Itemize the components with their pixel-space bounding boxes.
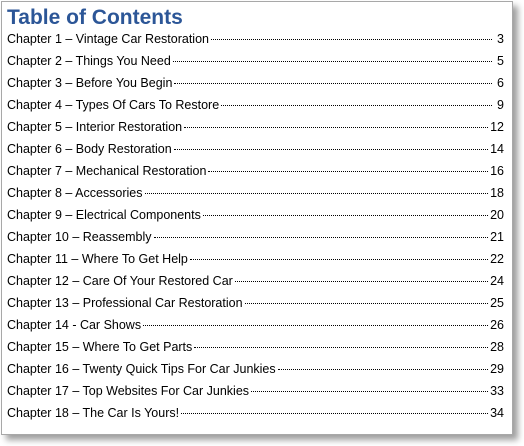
toc-entry-label: Chapter 18 – The Car Is Yours!	[7, 406, 180, 420]
toc-entry-label: Chapter 10 – Reassembly	[7, 230, 152, 244]
toc-entry-label: Chapter 7 – Mechanical Restoration	[7, 164, 207, 178]
toc-entry	[7, 362, 504, 384]
toc-entry-label: Chapter 15 – Where To Get Parts	[7, 340, 193, 354]
toc-entry-page-number: 14	[490, 142, 504, 156]
toc-entry	[7, 274, 504, 296]
dot-leader	[203, 215, 488, 216]
dot-leader	[184, 127, 488, 128]
toc-entry-page-number: 6	[497, 76, 504, 90]
toc-entry-page-number: 3	[497, 32, 504, 46]
toc-entry-page-number: 18	[490, 186, 504, 200]
dot-leader	[235, 281, 488, 282]
toc-entry	[7, 230, 504, 252]
toc-entry-label: Chapter 3 – Before You Begin	[7, 76, 173, 90]
toc-entry-page-number: 26	[490, 318, 504, 332]
toc-entry-label: Chapter 16 – Twenty Quick Tips For Car Junkies	[7, 362, 276, 376]
toc-entry-page-number: 12	[490, 120, 504, 134]
toc-entry-label: Chapter 5 – Interior Restoration	[7, 120, 183, 134]
dot-leader	[211, 39, 492, 40]
toc-entry-label: Chapter 1 – Vintage Car Restoration	[7, 32, 209, 46]
dot-leader	[174, 149, 488, 150]
toc-entry-page-number: 33	[490, 384, 504, 398]
toc-entry	[7, 318, 504, 340]
toc-entry	[7, 186, 504, 208]
toc-entry-page-number: 5	[497, 54, 504, 68]
dot-leader	[208, 171, 488, 172]
toc-entry	[7, 98, 504, 120]
toc-entry-label: Chapter 17 – Top Websites For Car Junkies	[7, 384, 250, 398]
dot-leader	[173, 61, 492, 62]
toc-entry	[7, 406, 504, 428]
toc-entry	[7, 296, 504, 318]
toc-entry-page-number: 28	[490, 340, 504, 354]
toc-entry-label: Chapter 6 – Body Restoration	[7, 142, 172, 156]
dot-leader	[221, 105, 492, 106]
dot-leader	[145, 193, 489, 194]
toc-entry-label: Chapter 11 – Where To Get Help	[7, 252, 188, 266]
dot-leader	[194, 347, 488, 348]
document-frame	[1, 1, 513, 435]
toc-entry	[7, 340, 504, 362]
dot-leader	[143, 325, 488, 326]
dot-leader	[154, 237, 489, 238]
toc-entry	[7, 76, 504, 98]
toc-entry	[7, 208, 504, 230]
toc-entry-page-number: 16	[490, 164, 504, 178]
dot-leader	[181, 413, 488, 414]
toc-entry-label: Chapter 14 - Car Shows	[7, 318, 142, 332]
toc-entry-label: Chapter 9 – Electrical Components	[7, 208, 201, 222]
toc-entry	[7, 54, 504, 76]
dot-leader	[174, 83, 492, 84]
toc-entry-label: Chapter 8 – Accessories	[7, 186, 143, 200]
toc-entry-label: Chapter 2 – Things You Need	[7, 54, 171, 68]
toc-entry-page-number: 25	[490, 296, 504, 310]
toc-entry	[7, 120, 504, 142]
toc-entry-page-number: 34	[490, 406, 504, 420]
dot-leader	[251, 391, 488, 392]
toc-entry-page-number: 21	[490, 230, 504, 244]
dot-leader	[278, 369, 488, 370]
toc-entry	[7, 384, 504, 406]
toc-title: Table of Contents	[7, 6, 183, 29]
toc-entry-label: Chapter 4 – Types Of Cars To Restore	[7, 98, 220, 112]
dot-leader	[190, 259, 488, 260]
toc-entry-page-number: 20	[490, 208, 504, 222]
toc-entry	[7, 252, 504, 274]
toc-entry-page-number: 22	[490, 252, 504, 266]
toc-entry-page-number: 29	[490, 362, 504, 376]
toc-entry	[7, 142, 504, 164]
dot-leader	[245, 303, 489, 304]
toc-entry-label: Chapter 13 – Professional Car Restoration	[7, 296, 243, 310]
toc-entry-page-number: 24	[490, 274, 504, 288]
toc-entry	[7, 164, 504, 186]
toc-list	[7, 32, 504, 428]
toc-entry-label: Chapter 12 – Care Of Your Restored Car	[7, 274, 233, 288]
toc-entry	[7, 32, 504, 54]
toc-entry-page-number: 9	[497, 98, 504, 112]
